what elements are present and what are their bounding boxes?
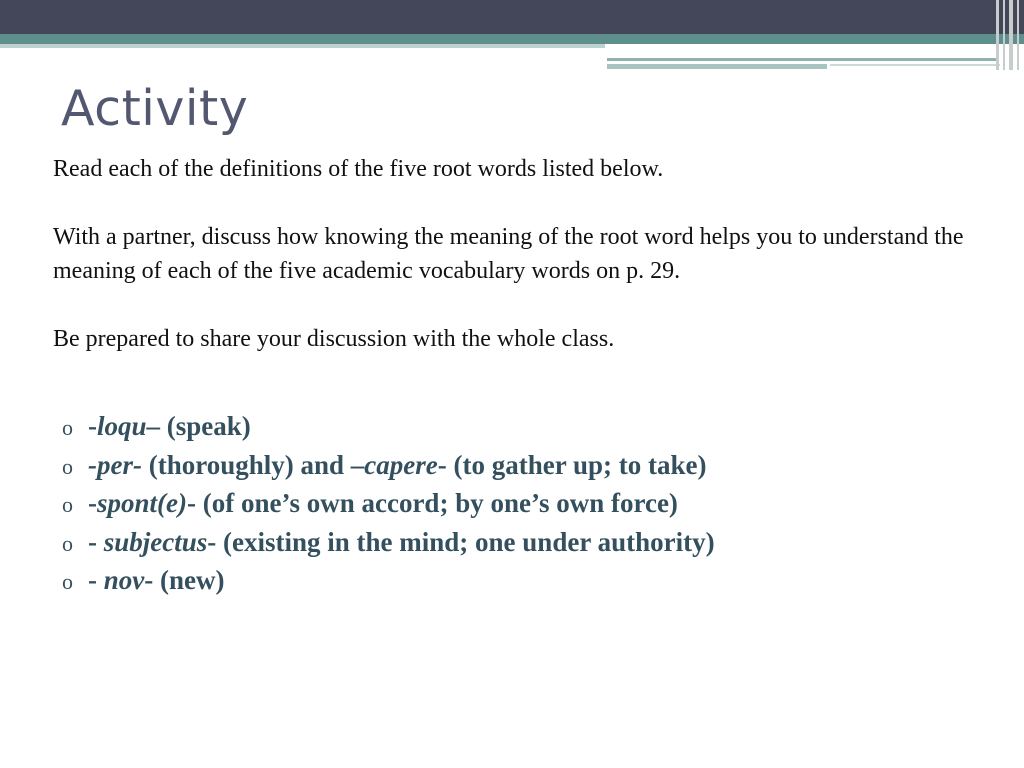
instruction-paragraph: With a partner, discuss how knowing the meaning of the root word helps you to understand the meaning of each of the five academic vocabulary words on p. 29. bbox=[53, 224, 964, 284]
header-line bbox=[607, 64, 827, 69]
root-prefix: - bbox=[88, 565, 104, 595]
root-definition: (thoroughly) and – bbox=[141, 449, 365, 480]
list-item bbox=[62, 485, 1012, 524]
header-bar bbox=[0, 0, 1024, 34]
header-line bbox=[607, 58, 997, 61]
root-prefix: - bbox=[88, 411, 97, 441]
header-thin-line bbox=[0, 44, 605, 48]
list-item bbox=[62, 408, 1012, 447]
header-accent-bar bbox=[0, 34, 1024, 44]
root-word: loqu bbox=[97, 411, 147, 441]
root-prefix: - bbox=[88, 488, 97, 518]
bullet-icon: o bbox=[62, 453, 73, 479]
root-definition: - (new) bbox=[144, 565, 225, 595]
root-word-list bbox=[62, 408, 1012, 601]
root-word: subjectus bbox=[103, 526, 208, 557]
root-definition: - (of one’s own accord; by one’s own force) bbox=[187, 488, 678, 518]
bullet-icon: o bbox=[62, 415, 73, 440]
instruction-paragraph: Be prepared to share your discussion with the whole class. bbox=[53, 326, 615, 352]
instructions bbox=[53, 152, 1003, 356]
root-definition: – (speak) bbox=[146, 411, 251, 441]
bullet-icon: o bbox=[62, 569, 73, 594]
instruction-paragraph: Read each of the definitions of the five root words listed below. bbox=[53, 156, 664, 182]
root-word: -per- bbox=[88, 449, 142, 480]
header-line bbox=[830, 64, 1000, 66]
root-prefix: - bbox=[88, 526, 104, 557]
slide-title: Activity bbox=[61, 80, 249, 137]
list-item bbox=[62, 447, 1012, 486]
header-gap bbox=[607, 44, 1024, 56]
bullet-icon: o bbox=[62, 492, 73, 517]
root-definition: - (to gather up; to take) bbox=[437, 449, 707, 480]
bullet-icon: o bbox=[62, 530, 73, 556]
root-definition: - (existing in the mind; one under authority) bbox=[207, 526, 715, 557]
root-word: spont(e) bbox=[97, 488, 187, 518]
root-word: capere bbox=[364, 449, 438, 480]
header-stripes bbox=[994, 0, 1024, 70]
list-item bbox=[62, 562, 1012, 601]
list-item bbox=[62, 524, 1012, 563]
root-word: nov bbox=[103, 565, 145, 595]
